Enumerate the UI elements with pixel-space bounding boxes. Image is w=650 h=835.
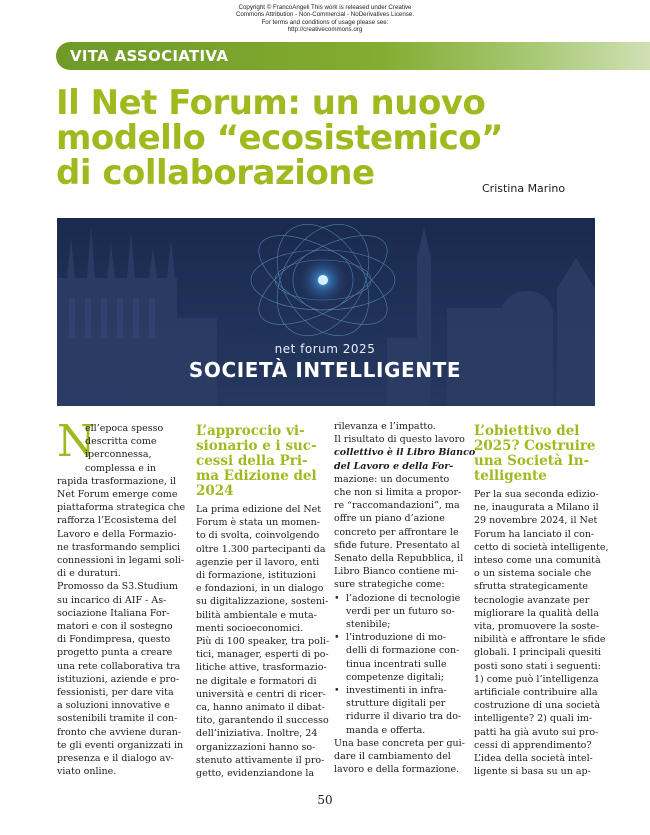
text-line: tici, manager, esperti di po- <box>196 649 329 661</box>
column-4 <box>474 423 609 778</box>
text-line: progetto punta a creare <box>57 647 173 659</box>
copyright-line: For terms and conditions of usage please see: <box>261 18 389 26</box>
text-line: delli di formazione con- <box>346 645 460 657</box>
text-line: sfrutta strategicamente <box>474 581 588 593</box>
text-line: Forum ha lanciato il con- <box>474 528 595 540</box>
text-line: inteso come una comunità <box>474 555 601 567</box>
text-line: organizzazioni hanno so- <box>196 741 316 753</box>
text-line: Forum è stata un momen- <box>196 517 320 529</box>
text-line: posti sono stati i seguenti: <box>474 660 601 672</box>
text-line: tecnologie avanzate per <box>474 594 590 606</box>
text-line: offre un piano d’azione <box>334 513 445 525</box>
text-line: Senato della Repubblica, il <box>334 553 464 565</box>
text-line: sostenibili tramite il con- <box>57 713 178 725</box>
section-label: VITA ASSOCIATIVA <box>70 47 229 65</box>
text-line: rafforza l’Ecosistema del <box>57 515 177 527</box>
text-line: piattaforma strategica che <box>57 502 186 514</box>
text-line: o un sistema sociale che <box>474 568 592 580</box>
section-heading <box>474 424 598 484</box>
text-line: Più di 100 speaker, tra poli- <box>196 636 330 648</box>
text-line: bilità ambientale e muta- <box>196 609 317 621</box>
heading-line: una Società In- <box>474 453 590 469</box>
text-line: e fondazioni, in un dialogo <box>196 583 324 595</box>
text-line: re “raccomandazioni”, ma <box>334 500 460 512</box>
text-line: su digitalizzazione, sosteni- <box>196 596 329 608</box>
text-line: di e duraturi. <box>57 568 121 580</box>
text-line: concreto per affrontare le <box>334 526 459 538</box>
text-line: Lavoro e della Formazio- <box>57 528 177 540</box>
text-line: matori e con il sostegno <box>57 621 173 633</box>
text-line: connessioni in legami soli- <box>57 555 185 567</box>
text-line: iperconnessa, <box>85 449 152 461</box>
text-line: tinua incentrati sulle <box>346 658 447 670</box>
text-line: presenza e il dialogo av- <box>57 753 174 765</box>
text-line: lavoro e della formazione. <box>334 764 460 776</box>
text-line: dell’iniziativa. Inoltre, 24 <box>196 728 318 740</box>
text-line: 29 novembre 2024, il Net <box>474 515 598 527</box>
text-line: ridurre il divario tra do- <box>346 711 462 723</box>
heading-line: 2024 <box>196 483 234 499</box>
author-name: Cristina Marino <box>482 182 566 195</box>
text-line: cetto di società intelligente, <box>474 541 609 553</box>
text-line: ne trasformando semplici <box>57 541 181 553</box>
text-line: L’idea della società intel- <box>474 753 593 765</box>
text-line: Net Forum emerge come <box>57 489 178 501</box>
text-line: La prima edizione del Net <box>196 504 322 515</box>
article-title <box>56 83 526 193</box>
text-line: fronto che avviene duran- <box>57 726 182 738</box>
text-line: stenuto attivamente il pro- <box>196 754 325 766</box>
text-line: su incarico di AIF - As- <box>57 594 167 606</box>
text-line: migliorare la qualità della <box>474 607 599 619</box>
text-line: fessionisti, per dare vita <box>57 687 174 699</box>
column-2 <box>196 423 330 780</box>
text-line: Per la sua seconda edizio- <box>474 489 599 500</box>
copyright-line: Copyright © FrancoAngeli This work is released under Creative <box>238 4 412 11</box>
drop-cap: N <box>57 416 96 467</box>
text-line: rilevanza e l’impatto. <box>334 421 436 432</box>
text-line: dare il cambiamento del <box>334 751 451 763</box>
col3-text-end <box>334 737 465 777</box>
text-line: stenibile; <box>346 619 391 631</box>
page-number: 50 <box>317 793 333 807</box>
column-1 <box>57 416 186 778</box>
text-line: artificiale contribuire alla <box>474 687 598 699</box>
col2-text <box>196 503 330 780</box>
copyright-line: Commons Attribution - Non-Commercial - NoDerivatives License. <box>235 11 415 19</box>
copyright-link[interactable]: http://creativecommons.org <box>287 26 363 34</box>
text-line: oltre 1.300 partecipanti da <box>196 543 326 555</box>
bullet-item <box>334 631 458 684</box>
text-line: ne, inaugurata a Milano il <box>474 502 599 514</box>
bullet-item <box>334 592 461 632</box>
text-line: viato online. <box>57 766 117 778</box>
title-line: di collaborazione <box>56 153 375 193</box>
text-line: sociazione Italiana For- <box>57 607 170 619</box>
text-line: ell’epoca spesso <box>85 423 164 434</box>
heading-line: sionario e i suc- <box>196 438 317 454</box>
text-line: getto, evidenziandone la <box>196 768 315 780</box>
text-line: ne digitale e formatori di <box>196 675 317 687</box>
text-line: descritta come <box>85 436 157 448</box>
bullet-list <box>334 592 462 737</box>
text-line: a soluzioni innovative e <box>57 700 170 712</box>
text-line: Una base concreta per gui- <box>334 737 465 749</box>
hero-subtitle: net forum 2025 <box>274 342 376 356</box>
text-line: competenze digitali; <box>346 671 444 683</box>
heading-line: L’approccio vi- <box>196 423 305 439</box>
text-line: manda e offerta. <box>346 724 426 736</box>
text-line: tito, garantendo il successo <box>196 715 329 727</box>
text-line: verdi per un futuro so- <box>346 605 455 617</box>
text-line: to di svolta, coinvolgendo <box>196 530 320 542</box>
col1-text <box>57 416 186 778</box>
col4-text <box>474 488 609 778</box>
title-line: modello “ecosistemico” <box>56 118 503 158</box>
section-heading <box>196 424 320 499</box>
text-line: università e centri di ricer- <box>196 688 326 700</box>
text-line: sfide future. Presentato al <box>334 539 460 551</box>
text-line: di formazione, istituzioni <box>196 570 316 582</box>
text-line: mazione: un documento <box>334 473 450 485</box>
heading-line: 2025? Costruire <box>474 438 596 454</box>
text-line: sure strategiche come: <box>334 579 445 591</box>
text-line: rapida trasformazione, il <box>57 475 177 487</box>
text-line: • investimenti in infra- <box>346 685 447 697</box>
text-line: Libro Bianco contiene mi- <box>334 566 459 578</box>
text-line: collettivo è il Libro Bianco <box>334 447 476 459</box>
text-line: ligente si basa su un ap- <box>474 766 591 778</box>
col3-text <box>334 420 476 592</box>
heading-line: ma Edizione del <box>196 468 317 484</box>
hero-title: SOCIETÀ INTELLIGENTE <box>188 358 462 382</box>
heading-line: telligente <box>474 468 547 484</box>
heading-line: L’obiettivo del <box>474 423 580 439</box>
text-line: complessa e in <box>85 462 157 474</box>
text-line: te gli eventi organizzati in <box>57 739 184 751</box>
text-line: patti ha già avuto sui pro- <box>474 726 599 738</box>
text-line: Promosso da S3.Studium <box>57 581 178 593</box>
text-line: litiche attive, trasformazio- <box>196 662 327 674</box>
column-3 <box>334 420 476 776</box>
text-line: del Lavoro e della For- <box>334 460 454 472</box>
text-line: vita, promuovere la soste- <box>474 621 600 633</box>
title-line: Il Net Forum: un nuovo <box>56 83 486 123</box>
text-line: intelligente? 2) quali im- <box>474 713 593 725</box>
text-line: nibilità e affrontare le sfide <box>474 634 606 646</box>
text-line: • l’adozione di tecnologie <box>346 592 461 604</box>
bullet-item <box>334 684 462 737</box>
text-line: • l’introduzione di mo- <box>346 632 447 644</box>
text-line: che non si limita a propor- <box>334 487 462 499</box>
copyright-notice <box>210 4 440 34</box>
text-line: menti socioeconomici. <box>196 622 304 634</box>
text-line: di Fondimpresa, questo <box>57 634 171 646</box>
text-line: costruzione di una società <box>474 700 601 712</box>
text-line: agenzie per il lavoro, enti <box>196 556 320 568</box>
heading-line: cessi della Pri- <box>196 453 308 469</box>
text-line: cessi di apprendimento? <box>474 739 592 751</box>
text-line: globali. I principali quesiti <box>474 647 602 659</box>
text-line: una rete collaborativa tra <box>57 660 181 672</box>
text-line: 1) come può l’intelligenza <box>474 673 599 685</box>
text-line: strutture digitali per <box>346 698 446 710</box>
text-line: Il risultato di questo lavoro <box>334 434 465 446</box>
text-line: istituzioni, aziende e pro- <box>57 673 180 685</box>
text-line: ca, hanno animato il dibat- <box>196 702 325 714</box>
